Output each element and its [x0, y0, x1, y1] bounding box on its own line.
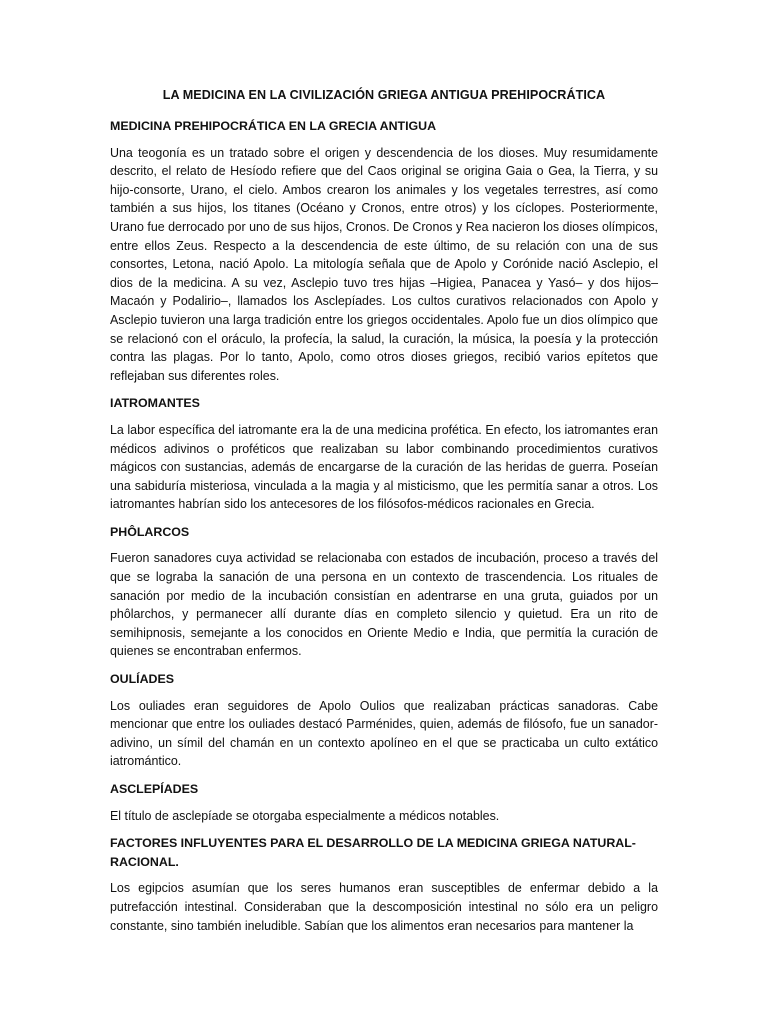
document-title: LA MEDICINA EN LA CIVILIZACIÓN GRIEGA ANTIGUA PREHIPOCRÁTICA: [162, 88, 606, 102]
section-paragraph: Los ouliades eran seguidores de Apolo Oulios que realizaban prácticas sanadoras. Cabe mencionar que entre los ouliades destacó Parménides, quien, además de filósofo, fue un sanador-adivino, un símil del chamán en un contexto apolíneo en el que se practicaba un culto extático iatromántico.: [110, 698, 658, 769]
section-heading: MEDICINA PREHIPOCRÁTICA EN LA GRECIA ANTIGUA: [110, 119, 437, 133]
section-heading: IATROMANTES: [110, 396, 200, 411]
section-paragraph: Los egipcios asumían que los seres humanos eran susceptibles de enfermar debido a la putrefacción intestinal. Consideraban que la descomposición intestinal no sólo era un peligro constante, sino también ineludible. Sabían que los alimentos eran necesarios para mantener la: [110, 881, 658, 933]
section-factores-influyentes: [110, 834, 658, 935]
section-iatromantes: [110, 394, 658, 514]
section-paragraph: La labor específica del iatromante era la de una medicina profética. En efecto, los iatromantes eran médicos adivinos o proféticos que realizaban su labor combinando procedimientos curativos mágicos con sustancias, además de encargarse de la curación de las heridas de guerra. Poseían una sabiduría misteriosa, vinculada a la magia y al misticismo, que les permitía sanar a otros. Los iatromantes habrían sido los antecesores de los filósofos-médicos racionales en Grecia.: [110, 422, 658, 512]
section-heading: FACTORES INFLUYENTES PARA EL DESARROLLO DE LA MEDICINA GRIEGA NATURAL-RACIONAL.: [110, 836, 636, 869]
section-paragraph: El título de asclepíade se otorgaba especialmente a médicos notables.: [110, 808, 500, 823]
section-heading: OULÍADES: [110, 672, 175, 687]
document-page: [110, 86, 658, 935]
section-medicina-prehipocratica: [110, 117, 658, 385]
section-ouliades: [110, 670, 658, 771]
section-heading: PHÔLARCOS: [110, 524, 190, 539]
section-heading: ASCLEPÍADES: [110, 782, 199, 796]
section-paragraph: Fueron sanadores cuya actividad se relacionaba con estados de incubación, proceso a través del que se lograba la sanación de una persona en un contexto de trascendencia. Los rituales de sanación por medio de la incubación consistían en adentrarse en una gruta, guiados por un phôlarchos, y permanecer allí durante días en completo silencio y quietud. Era un rito de semihipnosis, semejante a los conocidos en Oriente Medio e India, que permitía la curación de quienes se encontraban enfermos.: [110, 551, 658, 659]
section-paragraph: Una teogonía es un tratado sobre el origen y descendencia de los dioses. Muy resumidamente descrito, el relato de Hesíodo refiere que del Caos original se origina Gaia o Gea, la Tierra, y su hijo-consorte, Urano, el cielo. Ambos crearon los animales y los vegetales terrestres, así como también a sus hijos, los titanes (Océano y Cronos, entre otros) y los cíclopes. Posteriormente, Urano fue derrocado por uno de sus hijos, Cronos. De Cronos y Rea nacieron los dioses olímpicos, entre ellos Zeus. Respecto a la descendencia de este último, de su relación con una de sus consortes, Letona, nació Apolo. La mitología señala que de Apolo y Corónide nació Asclepio, el dios de la medicina. A su vez, Asclepio tuvo tres hijas –Higiea, Panacea y Yasó– y dos hijos–Macaón y Podalirio–, llamados los Asclepíades. Los cultos curativos relacionados con Apolo y Asclepio tuvieron una larga tradición entre los griegos occidentales. Apolo fue un dios olímpico que se relacionó con el oráculo, la profecía, la salud, la curación, la música, la poesía y la protección contra las plagas. Por lo tanto, Apolo, como otros dioses griegos, recibió varios epítetos que reflejaban sus diferentes roles.: [110, 145, 658, 383]
section-asclepiades: [110, 780, 658, 825]
section-pholarcos: [110, 523, 658, 661]
